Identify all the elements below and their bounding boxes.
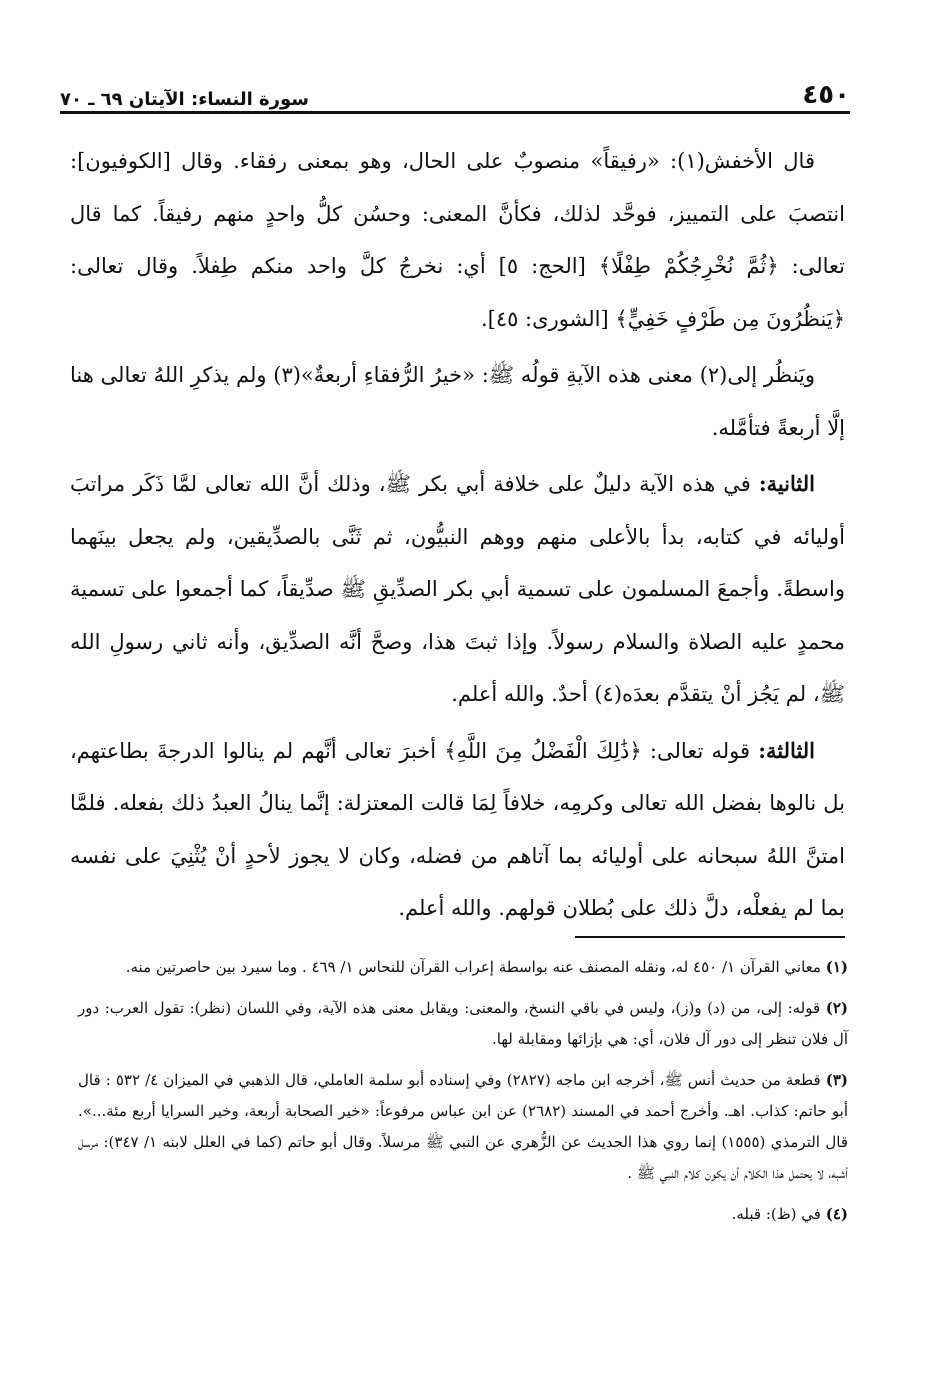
paragraph-third-issue bbox=[70, 725, 845, 935]
footnote-number: (٣) bbox=[825, 1071, 848, 1089]
footnote-text: قطعة من حديث أنس ﷺ، أخرجه ابن ماجه (٢٨٢٧) وفي إسناده أبو سلمة العاملي، قال الذهبي في الميزان ٤/ ٥٣٢ : قال أبو حاتم: كذاب. اهـ. وأخرج أحمد في المسند (٢٦٨٢) عن ابن عباس مرفوعاً: «خير الصحابة أربعة، وخير السرايا أربع مئة...». قال الترمذي (١٥٥٥) إنما روي هذا الحديث عن الزُّهري عن النبي ﷺ مرسلاً. وقال أبو حاتم (كما في العلل لابنه ١/ ٣٤٧): مرسل أشبه، لا يحتمل هذا الكلام أن يكون كلام النبي ﷺ . bbox=[78, 1071, 849, 1182]
footnote-number: (٢) bbox=[825, 999, 848, 1017]
footnote-number: (١) bbox=[825, 958, 848, 976]
second-issue-label: الثانية: bbox=[758, 471, 815, 496]
paragraph-second-issue bbox=[70, 458, 845, 721]
paragraph-akhfash: قال الأخفش(١): «رفيقاً» منصوبٌ على الحال، وهو بمعنى رفقاء. وقال [الكوفيون]: انتصبَ على التمييز، فوحَّد لذلك، فكأنَّ المعنى: وحسُن كلُّ واحدٍ منهم رفيقاً. كما قال تعالى: ﴿ثُمَّ نُخْرِجُكُمْ طِفْلًا﴾ [الحج: ٥] أي: نخرجُ كلَّ واحد منكم طِفلاً. وقال تعالى: ﴿يَنظُرُونَ مِن طَرْفٍ خَفِيٍّ﴾ [الشورى: ٤٥]. bbox=[70, 149, 845, 331]
running-head: سورة النساء: الآيتان ٦٩ ـ ٧٠ bbox=[60, 89, 309, 110]
footnote-3 bbox=[78, 1065, 848, 1189]
main-text bbox=[70, 135, 845, 939]
page-header bbox=[60, 70, 850, 110]
footnote-text: في (ظ): قبله. bbox=[731, 1205, 821, 1223]
paragraph-hadith: ويَنظُر إلى(٢) معنى هذه الآيةِ قولُه ﷺ: «خيرُ الرُّفقاءِ أربعةٌ»(٣) ولم يذكرِ اللهُ تعالى هنا إلَّا أربعةً فتأمَّله. bbox=[70, 363, 845, 440]
footnote-4 bbox=[78, 1199, 848, 1230]
footnote-number: (٤) bbox=[825, 1205, 848, 1223]
footnote-rule bbox=[575, 936, 845, 938]
page-number: ٤٥٠ bbox=[802, 80, 850, 110]
footnote-text: معاني القرآن ١/ ٤٥٠ له، ونقله المصنف عنه بواسطة إعراب القرآن للنحاس ١/ ٤٦٩ . وما سيرد بين حاصرتين منه. bbox=[125, 958, 821, 976]
footnotes bbox=[78, 952, 848, 1240]
footnote-text: قوله: إلى، من (د) و(ز)، وليس في باقي النسخ، والمعنى: ويقابل معنى هذه الآية، وفي اللسان (نظر): تقول العرب: دور آل فلان تنظر إلى دور آل فلان، أي: هي بإزائها ومقابلة لها. bbox=[78, 999, 848, 1048]
header-rule bbox=[60, 111, 850, 114]
third-issue-label: الثالثة: bbox=[758, 737, 816, 763]
second-issue-text: في هذه الآية دليلٌ على خلافة أبي بكر ﷺ، وذلك أنَّ الله تعالى لمَّا ذَكَر مراتبَ أوليائه في كتابه، بدأ بالأعلى منهم ووهم النبيُّون، ثم ثَنَّى بالصدِّيقين، ولم يجعل بينَهما واسطةً. وأجمعَ المسلمون على تسمية أبي بكر الصدِّيقِ ﷺ صدِّيقاً، كما أجمعوا على تسمية محمدٍ عليه الصلاة والسلام رسولاً. وإذا ثبتَ هذا، وصحَّ أنَّه الصدِّيق، وأنه ثاني رسولِ الله ﷺ، لم يَجُز أنْ يتقدَّم بعدَه(٤) أحدٌ. والله أعلم. bbox=[70, 472, 845, 706]
footnote-2 bbox=[78, 993, 848, 1055]
third-issue-text: قوله تعالى: ﴿ذَٰلِكَ الْفَضْلُ مِنَ اللَّهِ﴾ أخبرَ تعالى أنَّهم لم ينالوا الدرجةَ بطاعتهم، بل نالوها بفضل الله تعالى وكرمِه، خلافاً لِمَا قالت المعتزلة: إنَّما ينالُ العبدُ ذلك بفعله. فلمَّا امتنَّ اللهُ سبحانه على أوليائه بما آتاهم من فضله، وكان لا يجوز لأحدٍ أنْ يُثْنِيَ على نفسه بما لم يفعلْه، دلَّ ذلك على بُطلان قولهم. والله أعلم. bbox=[70, 738, 845, 920]
footnote-1 bbox=[78, 952, 848, 983]
